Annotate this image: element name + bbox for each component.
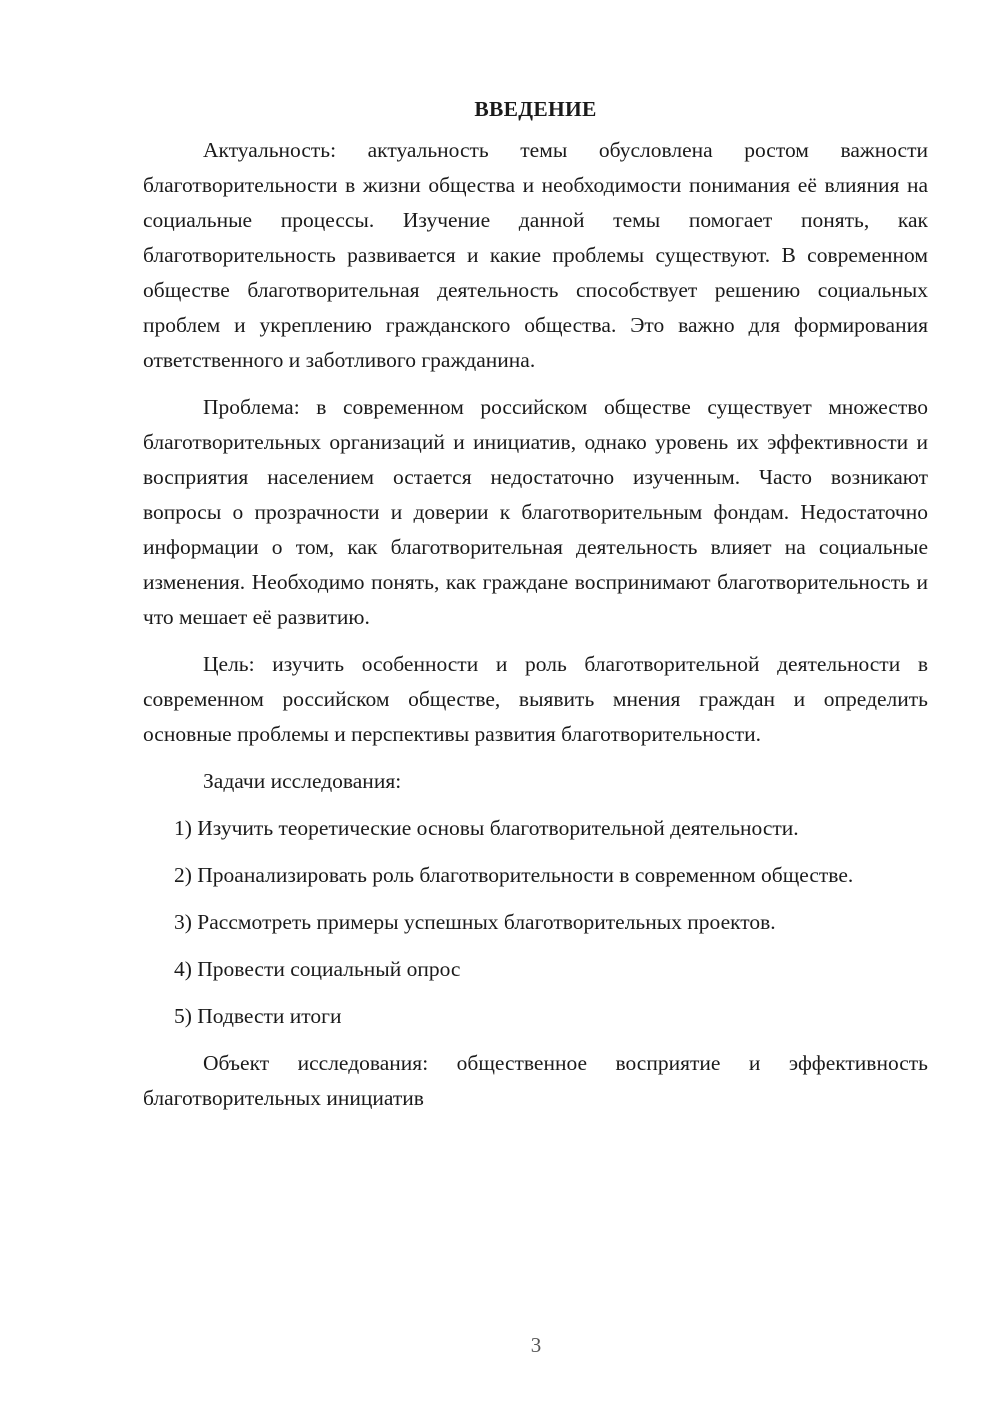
object-paragraph: Объект исследования: общественное восприятие и эффективность благотворительных инициатив: [143, 1051, 928, 1110]
document-page: [143, 92, 928, 1128]
tasks-heading: Задачи исследования:: [203, 769, 402, 793]
task-item-2: 2) Проанализировать роль благотворительности в современном обществе.: [174, 863, 854, 887]
goal-paragraph: Цель: изучить особенности и роль благотворительной деятельности в современном российском обществе, выявить мнения граждан и определить основные проблемы и перспективы развития благотворительности.: [143, 652, 928, 746]
task-item-5: 5) Подвести итоги: [174, 1004, 342, 1028]
task-item-4: 4) Провести социальный опрос: [174, 957, 461, 981]
section-title: ВВЕДЕНИЕ: [474, 97, 597, 121]
problem-paragraph: Проблема: в современном российском обществе существует множество благотворительных организаций и инициатив, однако уровень их эффективности и восприятия населением остается недостаточно изученным. Часто возникают вопросы о прозрачности и доверии к благотворительным фондам. Недостаточно информации о том, как благотворительная деятельность влияет на социальные изменения. Необходимо понять, как граждане воспринимают благотворительность и что мешает её развитию.: [143, 395, 928, 629]
task-item-3: 3) Рассмотреть примеры успешных благотворительных проектов.: [174, 910, 776, 934]
relevance-paragraph: Актуальность: актуальность темы обусловлена ростом важности благотворительности в жизни общества и необходимости понимания её влияния на социальные процессы. Изучение данной темы помогает понять, как благотворительность развивается и какие проблемы существуют. В современном обществе благотворительная деятельность способствует решению социальных проблем и укреплению гражданского общества. Это важно для формирования ответственного и заботливого гражданина.: [143, 138, 928, 372]
task-item-1: 1) Изучить теоретические основы благотворительной деятельности.: [174, 816, 799, 840]
page-number: 3: [530, 1333, 542, 1357]
